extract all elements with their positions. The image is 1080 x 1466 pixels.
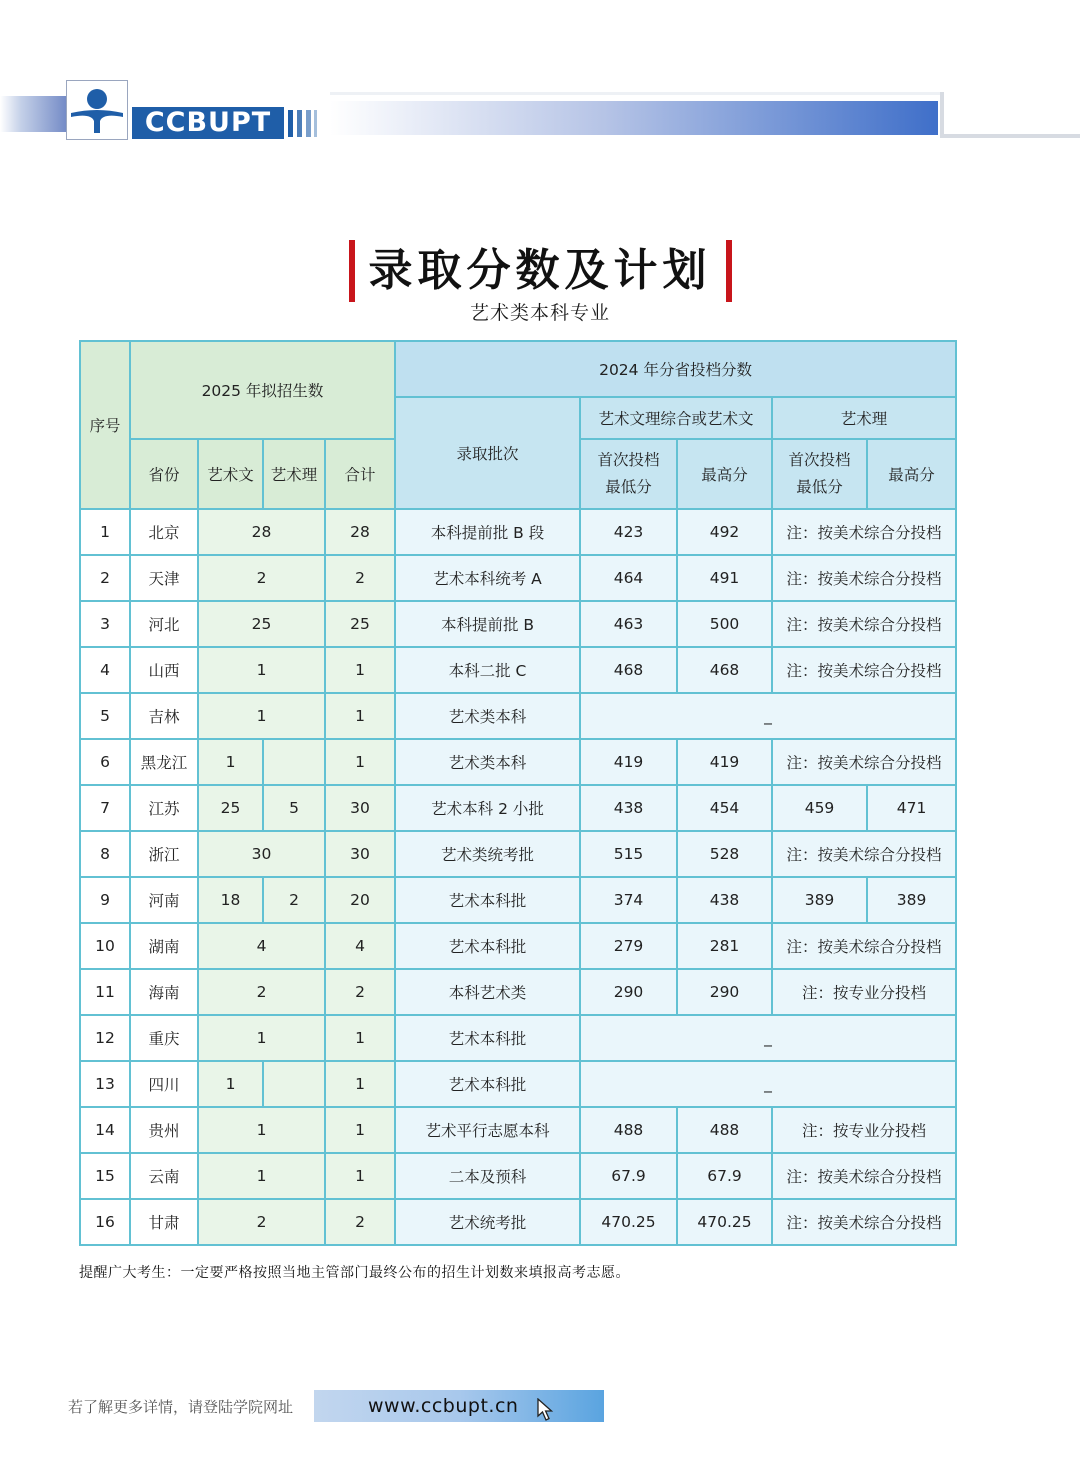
- cell-wen-max: 491: [677, 555, 772, 601]
- cell-plan: 1: [198, 1107, 325, 1153]
- header-wen-max: 最高分: [677, 439, 772, 509]
- cell-note: 注：按美术综合分投档: [772, 1153, 956, 1199]
- cell-art-wen: 25: [198, 785, 263, 831]
- cell-total: 30: [325, 785, 395, 831]
- cell-total: 1: [325, 1107, 395, 1153]
- cell-wen-max: 438: [677, 877, 772, 923]
- cell-note: 注：按美术综合分投档: [772, 647, 956, 693]
- cell-seq: 10: [80, 923, 130, 969]
- header-seq: 序号: [80, 341, 130, 509]
- cell-seq: 3: [80, 601, 130, 647]
- cell-province: 天津: [130, 555, 198, 601]
- cell-seq: 13: [80, 1061, 130, 1107]
- cell-plan: 1: [198, 647, 325, 693]
- cell-total: 1: [325, 647, 395, 693]
- cell-province: 北京: [130, 509, 198, 555]
- cell-seq: 5: [80, 693, 130, 739]
- cell-art-li: [263, 1061, 325, 1107]
- page-subtitle: 艺术类本科专业: [469, 302, 610, 324]
- cell-total: 25: [325, 601, 395, 647]
- person-logo-icon: [67, 81, 127, 139]
- cell-note: 注：按美术综合分投档: [772, 831, 956, 877]
- cell-wen-min: 279: [580, 923, 677, 969]
- footer-text: 若了解更多详情，请登陆学院网址: [68, 1398, 294, 1416]
- cell-wen-min: 67.9: [580, 1153, 677, 1199]
- cell-wen-max: 281: [677, 923, 772, 969]
- cell-wen-min: 488: [580, 1107, 677, 1153]
- cell-province: 河北: [130, 601, 198, 647]
- header-total: 合计: [325, 439, 395, 509]
- cell-wen-min: 438: [580, 785, 677, 831]
- cell-province: 云南: [130, 1153, 198, 1199]
- table-row: [80, 1061, 956, 1107]
- table-row: [80, 693, 956, 739]
- cell-art-wen: 1: [198, 739, 263, 785]
- cell-batch: 艺术本科批: [395, 923, 580, 969]
- cell-batch: 艺术本科统考 A: [395, 555, 580, 601]
- cell-batch: 艺术统考批: [395, 1199, 580, 1245]
- cell-note: 注：按美术综合分投档: [772, 601, 956, 647]
- cell-total: 1: [325, 1015, 395, 1061]
- cell-seq: 1: [80, 509, 130, 555]
- page-title: 录取分数及计划: [349, 240, 732, 302]
- cell-art-li: 5: [263, 785, 325, 831]
- cell-total: 20: [325, 877, 395, 923]
- header-batch: 录取批次: [395, 397, 580, 509]
- cell-province: 贵州: [130, 1107, 198, 1153]
- cell-province: 江苏: [130, 785, 198, 831]
- cell-batch: 本科二批 C: [395, 647, 580, 693]
- header-group-wen: 艺术文理综合或艺术文: [580, 397, 772, 439]
- cell-batch: 本科提前批 B: [395, 601, 580, 647]
- cell-plan: 25: [198, 601, 325, 647]
- cell-wen-max: 290: [677, 969, 772, 1015]
- cell-batch: 艺术本科批: [395, 877, 580, 923]
- cell-seq: 2: [80, 555, 130, 601]
- header-art-wen: 艺术文: [198, 439, 263, 509]
- cell-province: 河南: [130, 877, 198, 923]
- cell-province: 黑龙江: [130, 739, 198, 785]
- cell-seq: 14: [80, 1107, 130, 1153]
- header-corner-horizontal: [940, 134, 1080, 138]
- cell-seq: 7: [80, 785, 130, 831]
- cell-wen-max: 468: [677, 647, 772, 693]
- cell-total: 28: [325, 509, 395, 555]
- cell-wen-min: 290: [580, 969, 677, 1015]
- header-group-li: 艺术理: [772, 397, 956, 439]
- cell-province: 海南: [130, 969, 198, 1015]
- header-wen-min: 首次投档 最低分: [580, 439, 677, 509]
- cell-note: 注：按专业分投档: [772, 969, 956, 1015]
- cell-total: 1: [325, 1061, 395, 1107]
- cell-note: 注：按美术综合分投档: [772, 739, 956, 785]
- cell-batch: 艺术本科批: [395, 1061, 580, 1107]
- table-row: [80, 555, 956, 601]
- cell-wen-min: 464: [580, 555, 677, 601]
- cell-note: 注：按专业分投档: [772, 1107, 956, 1153]
- header-2024-scores: 2024 年分省投档分数: [395, 341, 956, 397]
- header-li-max: 最高分: [867, 439, 956, 509]
- cell-note: 注：按美术综合分投档: [772, 923, 956, 969]
- cell-wen-max: 454: [677, 785, 772, 831]
- cell-batch: 二本及预科: [395, 1153, 580, 1199]
- cell-li-min: 459: [772, 785, 867, 831]
- header-2025-plan: 2025 年拟招生数: [130, 341, 395, 439]
- cell-batch: 艺术本科批: [395, 1015, 580, 1061]
- cell-batch: 本科艺术类: [395, 969, 580, 1015]
- cell-plan: 2: [198, 1199, 325, 1245]
- table-row: [80, 647, 956, 693]
- cell-plan: 2: [198, 555, 325, 601]
- cell-wen-max: 419: [677, 739, 772, 785]
- cell-wen-max: 492: [677, 509, 772, 555]
- table-row: [80, 923, 956, 969]
- cell-total: 2: [325, 1199, 395, 1245]
- cell-seq: 16: [80, 1199, 130, 1245]
- cell-wen-min: 463: [580, 601, 677, 647]
- cell-wen-max: 500: [677, 601, 772, 647]
- cell-seq: 4: [80, 647, 130, 693]
- cell-province: 吉林: [130, 693, 198, 739]
- score-table: [79, 340, 957, 1246]
- cell-province: 甘肃: [130, 1199, 198, 1245]
- cell-plan: 1: [198, 693, 325, 739]
- cell-batch: 艺术类统考批: [395, 831, 580, 877]
- cell-batch: 艺术平行志愿本科: [395, 1107, 580, 1153]
- cell-province: 浙江: [130, 831, 198, 877]
- cell-total: 4: [325, 923, 395, 969]
- header-corner-vertical: [940, 92, 944, 138]
- cell-seq: 6: [80, 739, 130, 785]
- cell-wen-min: 419: [580, 739, 677, 785]
- cell-plan: 4: [198, 923, 325, 969]
- cell-wen-max: 528: [677, 831, 772, 877]
- title-wrap: [0, 240, 1080, 302]
- header-art-li: 艺术理: [263, 439, 325, 509]
- cell-wen-max: 488: [677, 1107, 772, 1153]
- table-row: [80, 877, 956, 923]
- cell-wen-min: 423: [580, 509, 677, 555]
- cell-province: 湖南: [130, 923, 198, 969]
- header-left-band: [0, 96, 70, 132]
- school-logo: [66, 80, 128, 140]
- cell-wen-min: 515: [580, 831, 677, 877]
- cell-total: 1: [325, 1153, 395, 1199]
- cell-wen-min: 470.25: [580, 1199, 677, 1245]
- cell-wen-max: 470.25: [677, 1199, 772, 1245]
- cursor-icon: [536, 1398, 556, 1422]
- table-row: [80, 739, 956, 785]
- cell-province: 四川: [130, 1061, 198, 1107]
- cell-note: 注：按美术综合分投档: [772, 509, 956, 555]
- table-row: [80, 785, 956, 831]
- header-top-line: [330, 92, 942, 95]
- cell-note: 注：按美术综合分投档: [772, 1199, 956, 1245]
- table-row: [80, 509, 956, 555]
- cell-seq: 15: [80, 1153, 130, 1199]
- cell-wen-max: 67.9: [677, 1153, 772, 1199]
- header-right-band: [330, 101, 938, 135]
- cell-seq: 9: [80, 877, 130, 923]
- table-row: [80, 1015, 956, 1061]
- cell-wen-min: 468: [580, 647, 677, 693]
- cell-seq: 12: [80, 1015, 130, 1061]
- cell-batch: 艺术本科 2 小批: [395, 785, 580, 831]
- cell-total: 30: [325, 831, 395, 877]
- cell-province: 重庆: [130, 1015, 198, 1061]
- table-row: [80, 1199, 956, 1245]
- cell-no-data: _: [580, 1061, 956, 1107]
- header-province: 省份: [130, 439, 198, 509]
- website-url[interactable]: www.ccbupt.cn: [368, 1395, 519, 1417]
- cell-plan: 1: [198, 1015, 325, 1061]
- cell-wen-min: 374: [580, 877, 677, 923]
- cell-total: 2: [325, 555, 395, 601]
- cell-art-wen: 18: [198, 877, 263, 923]
- table-row: [80, 969, 956, 1015]
- brand-name: CCBUPT: [132, 107, 284, 139]
- notice-text: 提醒广大考生：一定要严格按照当地主管部门最终公布的招生计划数来填报高考志愿。: [79, 1265, 630, 1281]
- cell-seq: 11: [80, 969, 130, 1015]
- cell-total: 1: [325, 739, 395, 785]
- cell-art-li: [263, 739, 325, 785]
- cell-li-max: 471: [867, 785, 956, 831]
- cell-plan: 1: [198, 1153, 325, 1199]
- cell-province: 山西: [130, 647, 198, 693]
- table-row: [80, 601, 956, 647]
- cell-art-li: 2: [263, 877, 325, 923]
- cell-batch: 本科提前批 B 段: [395, 509, 580, 555]
- cell-note: 注：按美术综合分投档: [772, 555, 956, 601]
- cell-seq: 8: [80, 831, 130, 877]
- cell-li-min: 389: [772, 877, 867, 923]
- cell-batch: 艺术类本科: [395, 693, 580, 739]
- table-row: [80, 831, 956, 877]
- table-row: [80, 1153, 956, 1199]
- cell-no-data: _: [580, 693, 956, 739]
- cell-plan: 28: [198, 509, 325, 555]
- header-li-min: 首次投档 最低分: [772, 439, 867, 509]
- cell-plan: 2: [198, 969, 325, 1015]
- cell-batch: 艺术类本科: [395, 739, 580, 785]
- cell-total: 1: [325, 693, 395, 739]
- cell-plan: 30: [198, 831, 325, 877]
- cell-no-data: _: [580, 1015, 956, 1061]
- cell-total: 2: [325, 969, 395, 1015]
- cell-art-wen: 1: [198, 1061, 263, 1107]
- cell-li-max: 389: [867, 877, 956, 923]
- table-row: [80, 1107, 956, 1153]
- website-link[interactable]: [314, 1390, 604, 1422]
